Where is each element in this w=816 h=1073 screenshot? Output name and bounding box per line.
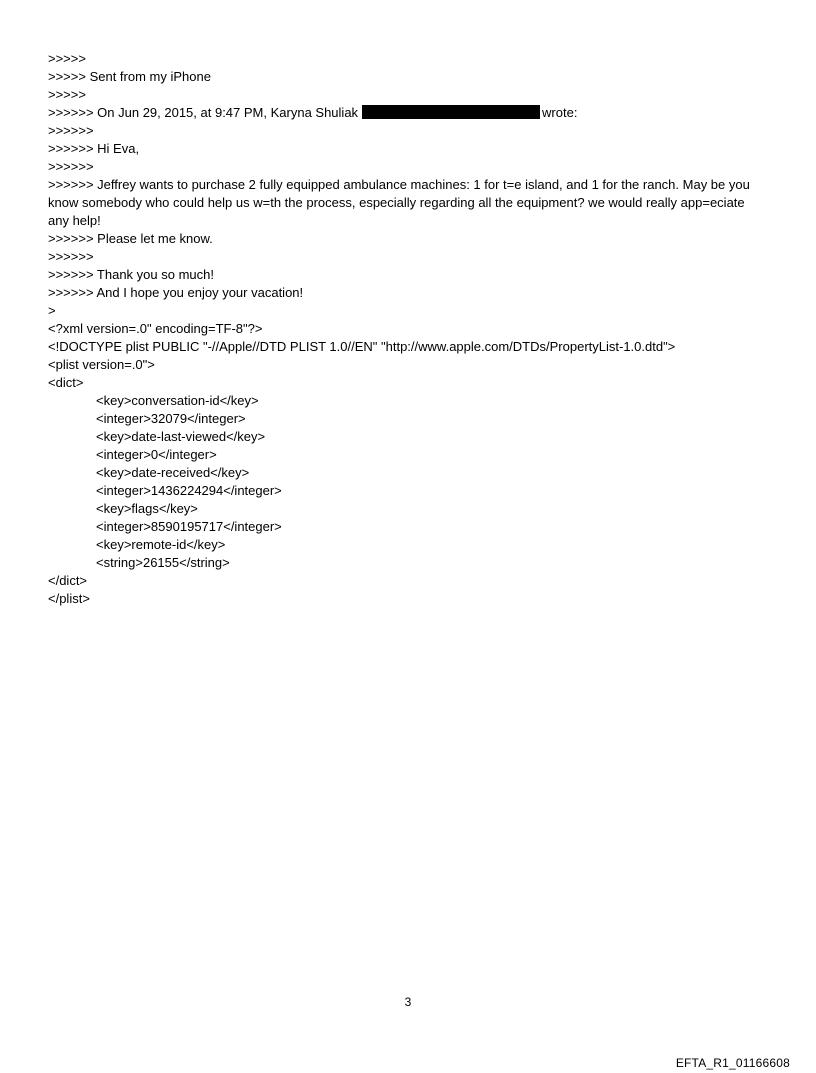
quoted-line: >>>>>> And I hope you enjoy your vacation! [48, 285, 304, 300]
dict-close-tag: </dict> [48, 573, 88, 588]
quoted-line: >>>>>> [48, 123, 94, 138]
plist-entry: <integer>0</integer> [96, 447, 217, 462]
dict-open-tag: <dict> [48, 375, 84, 390]
plist-entry: <integer>8590195717</integer> [96, 519, 282, 534]
message-paragraph: >>>>>> Jeffrey wants to purchase 2 fully equipped ambulance machines: 1 for t=e island, and 1 for the ranch. May be you know somebody who could help us w=th the process, especially regarding all the equipment? we would really app=eciate any help! [48, 177, 750, 228]
plist-entry: <integer>32079</integer> [96, 411, 246, 426]
plist-entry: <string>26155</string> [96, 555, 230, 570]
plist-entry: <key>conversation-id</key> [96, 393, 259, 408]
plist-entry: <key>date-received</key> [96, 465, 250, 480]
quoted-line: > [48, 303, 56, 318]
reply-header-prefix: >>>>>> On Jun 29, 2015, at 9:47 PM, Karyna Shuliak [48, 105, 359, 120]
doctype-line: <!DOCTYPE plist PUBLIC "-//Apple//DTD PLIST 1.0//EN" "http://www.apple.com/DTDs/PropertyList-1.0.dtd"> [48, 339, 676, 354]
email-body [48, 50, 758, 608]
plist-entry: <key>date-last-viewed</key> [96, 429, 266, 444]
reply-header-suffix: wrote: [542, 105, 578, 120]
greeting-line: >>>>>> Hi Eva, [48, 141, 140, 156]
reply-header-line [48, 104, 758, 122]
page-number: 3 [404, 995, 412, 1009]
plist-entry: <integer>1436224294</integer> [96, 483, 282, 498]
plist-entry: <key>flags</key> [96, 501, 198, 516]
quoted-line: >>>>>> [48, 159, 94, 174]
plist-close-tag: </plist> [48, 591, 90, 606]
xml-declaration: <?xml version=.0" encoding=TF-8"?> [48, 321, 263, 336]
quoted-line: >>>>> [48, 51, 86, 66]
quoted-line: >>>>>> Thank you so much! [48, 267, 214, 282]
redaction-box [362, 105, 540, 119]
quoted-line: >>>>> [48, 87, 86, 102]
quoted-line: >>>>>> Please let me know. [48, 231, 213, 246]
plist-entry: <key>remote-id</key> [96, 537, 226, 552]
plist-open-tag: <plist version=.0"> [48, 357, 155, 372]
quoted-line: >>>>> Sent from my iPhone [48, 69, 211, 84]
quoted-line: >>>>>> [48, 249, 94, 264]
bates-number: EFTA_R1_01166608 [675, 1056, 790, 1070]
